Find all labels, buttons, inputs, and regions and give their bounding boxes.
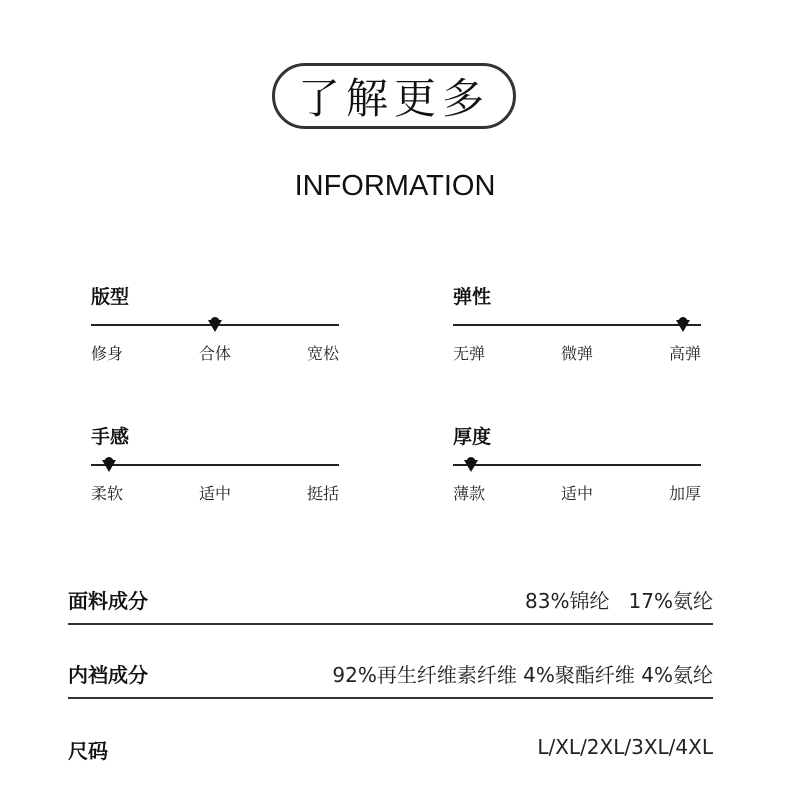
spec-row-fabric bbox=[68, 585, 713, 621]
scale-label-right: 宽松 bbox=[306, 344, 339, 363]
attribute-name: 手感 bbox=[91, 426, 130, 448]
scale-label-middle: 适中 bbox=[198, 484, 232, 503]
scale-label-left: 无弹 bbox=[453, 344, 486, 363]
row-divider bbox=[68, 697, 713, 699]
spec-row-lining bbox=[68, 659, 713, 695]
pin-marker-icon bbox=[207, 317, 223, 333]
scale-label-left: 薄款 bbox=[453, 484, 486, 503]
scale-line bbox=[453, 464, 701, 466]
spec-value: 83%锦纶 17%氨纶 bbox=[525, 589, 713, 613]
pin-marker-icon bbox=[463, 457, 479, 473]
spec-value: 92%再生纤维素纤维 4%聚酯纤维 4%氨纶 bbox=[332, 663, 713, 687]
attribute-name: 版型 bbox=[91, 286, 130, 308]
spec-row-size bbox=[68, 735, 713, 771]
scale-label-middle: 微弹 bbox=[560, 344, 594, 363]
scale-label-left: 柔软 bbox=[91, 484, 124, 503]
page-title: 了解更多 bbox=[297, 74, 490, 123]
attribute-name: 弹性 bbox=[453, 286, 492, 308]
spec-label: 内裆成分 bbox=[68, 663, 148, 687]
spec-label: 面料成分 bbox=[68, 589, 148, 613]
attribute-name: 厚度 bbox=[453, 426, 492, 448]
pin-marker-icon bbox=[675, 317, 691, 333]
scale-label-right: 高弹 bbox=[668, 344, 701, 363]
scale-line bbox=[91, 464, 339, 466]
scale-line bbox=[453, 324, 701, 326]
scale-label-middle: 适中 bbox=[560, 484, 594, 503]
scale-label-right: 挺括 bbox=[306, 484, 339, 503]
attribute-thickness bbox=[453, 422, 701, 512]
scale-label-middle: 合体 bbox=[198, 344, 232, 363]
spec-label: 尺码 bbox=[68, 739, 108, 763]
attribute-handfeel bbox=[91, 422, 339, 512]
scale-label-left: 修身 bbox=[91, 344, 124, 363]
pin-marker-icon bbox=[101, 457, 117, 473]
attribute-elasticity bbox=[453, 282, 701, 372]
title-pill bbox=[272, 63, 516, 129]
scale-label-right: 加厚 bbox=[668, 484, 701, 503]
attribute-fit bbox=[91, 282, 339, 372]
page-subtitle: INFORMATION bbox=[294, 170, 496, 202]
row-divider bbox=[68, 623, 713, 625]
spec-value: L/XL/2XL/3XL/4XL bbox=[537, 735, 713, 759]
